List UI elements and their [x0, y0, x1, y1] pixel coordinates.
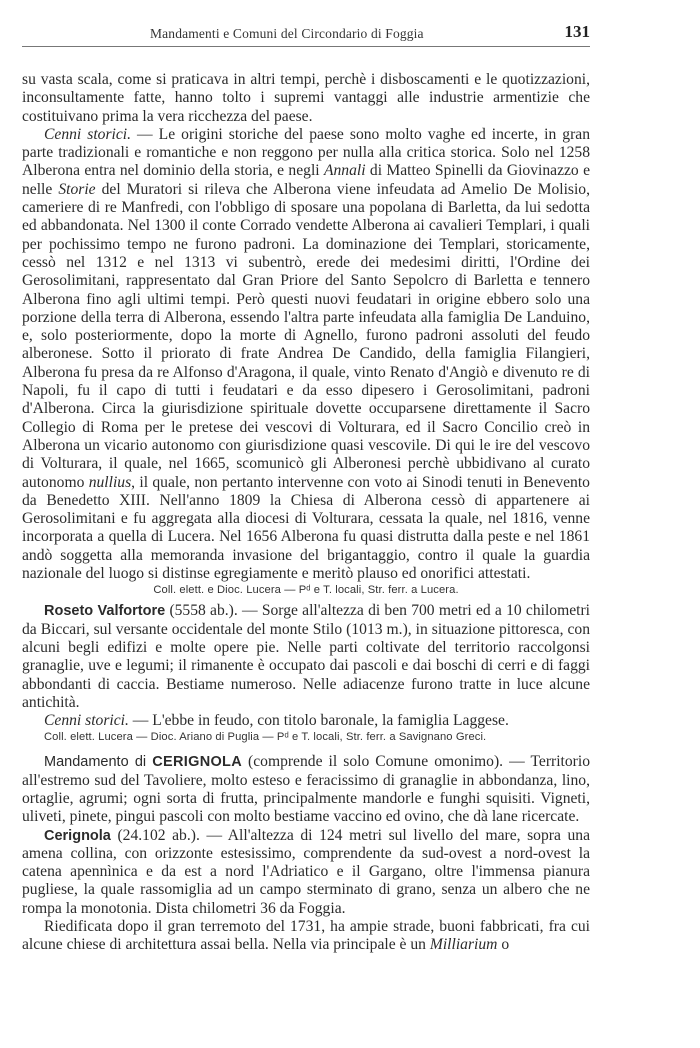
- mandamento-prefix: Mandamento di: [44, 754, 153, 771]
- mandamento-name: CERIGNOLA: [152, 754, 242, 771]
- header-rule: [22, 46, 590, 47]
- storie-title: Storie: [58, 180, 96, 198]
- mandamento-paragraph: [22, 753, 590, 826]
- milliarium-term: Milliarium: [429, 936, 498, 954]
- roseto-history-text: — L'ebbe in feudo, con titolo baronale, la famiglia Laggese.: [128, 712, 509, 730]
- annali-title: Annali: [323, 162, 366, 180]
- cerignola-name: Cerignola: [44, 827, 111, 844]
- history-text-1: — Le origini storiche del paese sono molto vaghe ed incerte, in gran parte tradizionali e romantiche e non reggono per nulla alla critica storica. Solo nel 1258 Alberona entra nel dominio della storia, e negli: [22, 125, 590, 180]
- roseto-name: Roseto Valfortore: [44, 603, 166, 620]
- history-label: Cenni storici.: [44, 125, 132, 143]
- alberona-history-paragraph: [22, 126, 590, 583]
- nullius-term: nullius: [88, 473, 132, 491]
- page-body: [22, 71, 590, 955]
- roseto-history-paragraph: [22, 712, 590, 730]
- cerignola-paragraph-2: [22, 918, 590, 955]
- running-head: [0, 22, 700, 46]
- page-number: 131: [564, 22, 590, 41]
- mandamento-text: (comprende il solo Comune omonimo). — Territorio all'estremo sud del Tavoliere, molto esteso e feracissimo di granaglie in abbondanza, lino, ortaglie, agrumi; ogni sorta di frutta, principalmente mandorle e funghi squisiti. Vigneti, uliveti, pinete, pingui pascoli con molto bestiame vaccino ed ovino, che dà lane ricercate.: [22, 753, 590, 826]
- history-text-2: di Matteo Spinelli da Giovinazzo e nelle: [22, 162, 590, 198]
- cerignola-paragraph: [22, 827, 590, 918]
- running-head-title: Mandamenti e Comuni del Circondario di Foggia: [150, 26, 424, 41]
- cerignola-p2-end: o: [497, 936, 510, 954]
- roseto-paragraph: [22, 602, 590, 712]
- cerignola-p2-text: Riedificata dopo il gran terremoto del 1731, ha ampie strade, buoni fabbricati, fra cui alcune chiese di architettura assai bella. Nella via principale è un: [22, 918, 590, 954]
- alberona-continuation: su vasta scala, come si praticava in altri tempi, perchè i disboscamenti e le quotizzazioni, inconsultamente fatte, hanno tolto i supremi vantaggi alle industrie armentizie che costituivano prima la vera ricchezza del paese.: [22, 71, 590, 125]
- roseto-text: (5558 ab.). — Sorge all'altezza di ben 700 metri ed a 10 chilometri da Biccari, sul versante occidentale del monte Stilo (1013 m.), in situazione pittoresca, con alcuni begli edifizi e molte opere pie. Nelle parti coltivate del territorio raccolgonsi granaglie, uve e legumi; il rimanente è occupato dai pascoli e dai boschi di cerri e di faggi abbondanti di caccia. Bestiame numeroso. Nelle adiacenze furono tratte in luce alcune antichità.: [22, 602, 590, 711]
- alberona-note: Coll. elett. e Dioc. Lucera — Pᵈ e T. locali, Str. ferr. a Lucera.: [153, 584, 459, 597]
- history-text-4: , il quale, non pertanto intervenne con voto ai Sinodi tenuti in Benevento da Benedetto XIII. Nell'anno 1809 la Chiesa di Alberona cessò di appartenere ai Gerosolimitani e fu aggregata alla diocesi di Volturara, cessata la quale, nel 1816, venne incorporata a quella di Lucera. Nel 1656 Alberona fu quasi distrutta dalla peste e nel 1861 andò soggetta alla memoranda invasione del brigantaggio, contro il quale la guardia nazionale del luogo si distinse egregiamente e meritò plauso ed onorifici attestati.: [22, 473, 590, 583]
- history-text-3: del Muratori si rileva che Alberona viene infeudata ad Amelio De Molisio, cameriere di re Manfredi, con l'obbligo di sposare una popolana di Barletta, da lui sedotta ed abbandonata. Nel 1300 il conte Corrado vendette Alberona ai cavalieri Templari, i quali per pochissimo tempo ne furono padroni. La dominazione dei Templari, storicamente, cessò nel 1312 e nel 1313 vi subentrò, erede dei medesimi diritti, l'Ordine dei Gerosolimitani, rappresentato dal Gran Priore del Santo Sepolcro di Barletta e tennero Alberona fino agli ultimi tempi. Però questi nuovi feudatari in origine ebbero solo una porzione della terra di Alberona, essendo l'altra parte infeudata alla famiglia De Landuino, e, solo posteriormente, dopo la morte di Agnello, furono padroni assoluti del feudo alberonese. Sotto il priorato di frate Andrea De Candido, della famiglia Filangieri, Alberona fu presa da re Alfonso d'Aragona, il quale, vinto Renato d'Angiò e divenuto re di Napoli, fu il capo di tutti i feudatari e da esso dipesero i Gerosolimitani, padroni d'Alberona. Circa la giurisdizione spirituale dovette occuparsene direttamente il Sacro Collegio di Roma per le pretese dei vescovi di Volturara, ed il Sacro Concilio creò in Alberona un vicario autonomo con giurisdizione quasi vescovile. Di qui le ire del vescovo di Volturara, il quale, nel 1665, scomunicò gli Alberonesi perchè ubbidivano al curato autonomo: [22, 180, 590, 491]
- roseto-history-label: Cenni storici.: [44, 712, 129, 730]
- roseto-note: Coll. elett. Lucera — Dioc. Ariano di Puglia — Pᵈ e T. locali, Str. ferr. a Savignano Greci.: [44, 731, 487, 744]
- cerignola-text: (24.102 ab.). — All'altezza di 124 metri sul livello del mare, sopra una amena collina, con orizzonte estesissimo, comprendente da sud-ovest a nord-ovest la catena apennìnica e da est a nord l'Adriatico e il Gargano, oltre l'immensa pianura pugliese, la quale rassomiglia ad un campo sterminato di grano, senza un albero che ne rompa la monotonia. Dista chilometri 36 da Foggia.: [22, 826, 590, 917]
